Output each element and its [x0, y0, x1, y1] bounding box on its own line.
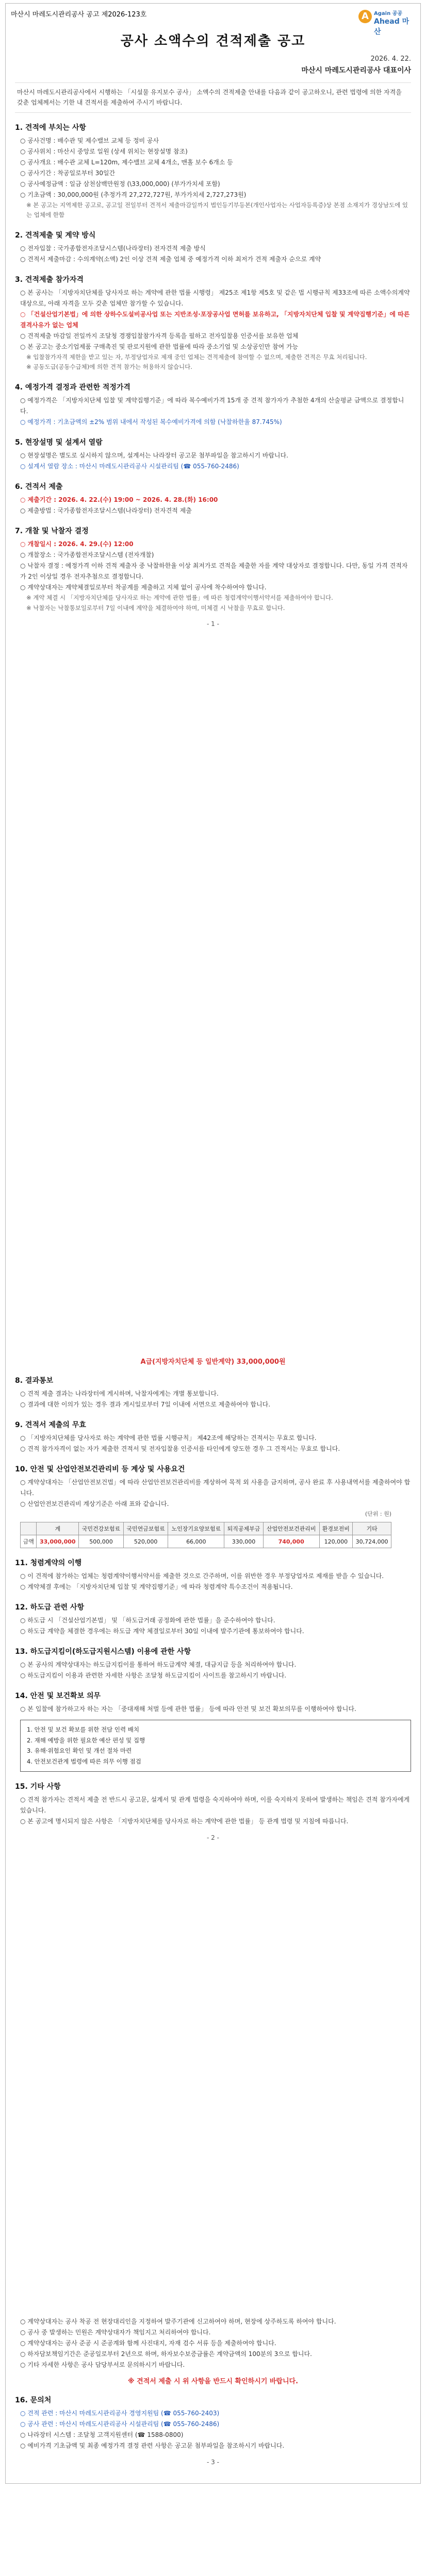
list-item: ○ 산업안전보건관리비 계상기준은 아래 표와 같습니다.: [20, 1500, 169, 1508]
list-item: ○ 기초금액 : 30,000,000원 (추정가격 27,272,727원, 부가가치세 2,727,273원): [20, 191, 247, 198]
logo-mark-icon: A: [358, 10, 372, 23]
list-item: ○ 본 공사는 「지방자치단체를 당사자로 하는 계약에 관한 법률 시행령」 제25조 제1항 제5호 및 같은 법 시행규칙 제33조에 따른 소액수의계약 대상으로, 아래 자격을 모두 갖춘 업체만 참가할 수 있습니다.: [20, 289, 410, 307]
warning-note: ※ 견적서 제출 시 위 사항을 반드시 확인하시기 바랍니다.: [127, 2377, 299, 2385]
section-title: 10. 안전 및 산업안전보건관리비 등 계상 및 사용요건: [15, 1465, 185, 1474]
note: ※ 계약 체결 시 「지방자치단체를 당사자로 하는 계약에 관한 법률」에 따른 청렴계약이행서약서를 제출하여야 합니다.: [26, 594, 333, 601]
table-header: 국민건강보험료: [79, 1522, 124, 1535]
list-item: ○ 개찰장소 : 국가종합전자조달시스템 (전자개찰): [20, 551, 154, 558]
list-item: ○ 현장설명은 별도로 실시하지 않으며, 설계서는 나라장터 공고문 첨부파일을 참고하시기 바랍니다.: [20, 451, 288, 459]
section-2: [15, 230, 411, 265]
note: ※ 입찰참가자격 제한을 받고 있는 자, 부정당업자로 제재 중인 업체는 견적제출에 참여할 수 없으며, 제출한 견적은 무효 처리됩니다.: [26, 353, 367, 361]
contact-item: ○ 견적 관련 : 마산시 마레도시관리공사 경영지원팀 (☎ 055-760-2403): [20, 2409, 220, 2417]
section-title: 3. 견적제출 참가자격: [15, 275, 84, 284]
list-item: ○ 견적 제출 결과는 나라장터에 게시하며, 낙찰자에게는 개별 통보합니다.: [20, 1390, 219, 1398]
table-cell: 520,000: [123, 1535, 168, 1548]
list-item: ○ 견적서 제출마감 : 수의계약(소액) 2인 이상 견적 제출 업체 중 예정가격 이하 최저가 견적 제출자 순으로 계약: [20, 255, 321, 263]
table-header: 기타: [353, 1522, 391, 1535]
note: ※ 본 공고는 지역제한 공고로, 공고일 전일부터 견적서 제출마감일까지 법인등기부등본(개인사업자는 사업자등록증)상 본점 소재지가 경상남도에 있는 업체에 한함: [26, 201, 408, 219]
section-title: 2. 견적제출 및 계약 방식: [15, 231, 96, 240]
list-item: ○ 견적제출 마감일 전일까지 조달청 경쟁입찰참가자격 등록을 필하고 전자입찰용 인증서를 보유한 업체: [20, 332, 299, 340]
list-item: ○ 본 공사의 계약상대자는 하도급지킴이를 통하여 하도급계약 체결, 대금지급 등을 처리하여야 합니다.: [20, 1661, 297, 1669]
section-10: [15, 1464, 411, 1548]
table-cell: 120,000: [319, 1535, 353, 1548]
table-cell: 33,000,000: [37, 1535, 79, 1548]
section-title: 6. 견적서 제출: [15, 482, 63, 491]
page-gap: [15, 630, 411, 1351]
list-item: ○ 계약상대자는 계약체결일로부터 착공계를 제출하고 지체 없이 공사에 착수하여야 합니다.: [20, 583, 267, 591]
section-title: 4. 예정가격 결정과 관련한 적정가격: [15, 383, 130, 392]
page3-content: [15, 2316, 411, 2370]
logo-line2: Ahead 마산: [374, 18, 409, 36]
list-item: ○ 공사기간 : 착공일로부터 30일간: [20, 169, 116, 177]
list-item: ○ 하자담보책임기간은 준공일로부터 2년으로 하며, 하자보수보증금률은 계약금액의 100분의 3으로 합니다.: [20, 2350, 312, 2358]
list-item: ○ 공사건명 : 배수관 및 제수밸브 교체 등 정비 공사: [20, 137, 159, 144]
note: ※ 공동도급(공동수급체)에 의한 견적 참가는 허용하지 않습니다.: [26, 363, 192, 371]
list-item: ○ 전자입찰 : 국가종합전자조달시스템(나라장터) 전자견적 제출 방식: [20, 244, 206, 252]
document-body: [5, 53, 421, 2484]
checklist-item: 1. 안전 및 보건 확보를 위한 전담 인력 배치: [27, 1726, 139, 1734]
list-item: ○ 공사예정금액 : 일금 삼천삼백만원정 (\33,000,000) (부가가치세 포함): [20, 180, 220, 188]
section-title: 16. 문의처: [15, 2396, 52, 2404]
table-row: [21, 1535, 391, 1548]
table-cell: 330,000: [224, 1535, 264, 1548]
announcing-organization: 마산시 마레도시관리공사 대표이사: [301, 66, 411, 75]
page-number: - 1 -: [207, 620, 219, 628]
list-item: ○ 계약상대자는 「산업안전보건법」에 따라 산업안전보건관리비를 계상하여 목적 외 사용을 금지하며, 공사 완료 후 사용내역서를 제출하여야 합니다.: [20, 1479, 411, 1497]
list-item: ○ 설계서 열람 장소 : 마산시 마레도시관리공사 시설관리팀 (☎ 055-760-2486): [20, 462, 239, 470]
document-title: 공사 소액수의 견적제출 공고: [120, 33, 306, 49]
page-gap: [15, 1843, 411, 2307]
list-item: ○ 낙찰자 결정 : 예정가격 이하 견적 제출자 중 낙찰하한율 이상 최저가로 견적을 제출한 자를 계약 대상자로 결정합니다. 다만, 동일 가격 견적자가 2인 이상일 경우 전자추첨으로 결정합니다.: [20, 562, 408, 580]
section-title: 15. 기타 사항: [15, 1782, 61, 1791]
table-header: 환경보전비: [319, 1522, 353, 1535]
table-cell: 740,000: [263, 1535, 319, 1548]
section-11: [15, 1557, 411, 1592]
list-item: ○ 공사 중 발생하는 민원은 계약상대자가 책임지고 처리하여야 합니다.: [20, 2328, 211, 2336]
table-header: 국민연금보험료: [123, 1522, 168, 1535]
table-header: 산업안전보건관리비: [263, 1522, 319, 1535]
list-item: ○ 본 공고는 중소기업제품 구매촉진 및 판로지원에 관한 법률에 따라 중소기업 및 소상공인만 참여 가능: [20, 343, 299, 350]
list-item: ○ 예정가격 : 기초금액의 ±2% 범위 내에서 작성된 복수예비가격에 의함 (낙찰하한율 87.745%): [20, 418, 282, 426]
section-16: [15, 2395, 411, 2451]
section-6: [15, 481, 411, 516]
note: ※ 낙찰자는 낙찰통보일로부터 7일 이내에 계약을 체결하여야 하며, 미체결 시 낙찰을 무효로 합니다.: [26, 604, 285, 612]
table-cell: 500,000: [79, 1535, 124, 1548]
contact-item: ○ 공사 관련 : 마산시 마레도시관리공사 시설관리팀 (☎ 055-760-2486): [20, 2420, 220, 2428]
section-8: [15, 1375, 411, 1410]
section-title: 5. 현장설명 및 설계서 열람: [15, 438, 103, 447]
section-9: [15, 1419, 411, 1454]
intro-paragraph: 마산시 마레도시관리공사에서 시행하는 「시설물 유지보수 공사」 소액수의 견적제출 안내를 다음과 같이 공고하오니, 관련 법령에 의한 자격을 갖춘 업체께서는 기한 내 견적서를 제출하여 주시기 바랍니다.: [15, 82, 411, 113]
section-13: [15, 1646, 411, 1681]
list-item: ○ 계약상대자는 공사 준공 시 준공계와 함께 사진대지, 자재 검수 서류 등을 제출하여야 합니다.: [20, 2339, 276, 2347]
document-header: [5, 3, 421, 53]
page-number: - 2 -: [207, 1834, 219, 1841]
budget-headline: A급(지방자치단체 등 일반계약) 33,000,000원: [140, 1358, 286, 1366]
section-title: 12. 하도급 관련 사항: [15, 1603, 85, 1612]
list-item: ○ 공사개요 : 배수관 교체 L=120m, 제수밸브 교체 4개소, 맨홀 보수 6개소 등: [20, 158, 233, 166]
table-cell: 66,000: [168, 1535, 224, 1548]
logo-line1: Again 공공: [374, 11, 402, 16]
organization-logo: [358, 7, 415, 36]
table-row-label: 금액: [21, 1535, 37, 1548]
contact-item: ○ 예비가격 기초금액 및 최종 예정가격 결정 관련 사항은 공고문 첨부파일을 참조하시기 바랍니다.: [20, 2442, 285, 2449]
list-item: ○ 공사위치 : 마산시 중앙로 일원 (상세 위치는 현장설명 참조): [20, 147, 188, 155]
section-7: [15, 526, 411, 613]
table-header: 계: [37, 1522, 79, 1535]
checklist-item: 4. 안전보건관계 법령에 따른 의무 이행 점검: [27, 1758, 141, 1766]
list-item: ○ 기타 자세한 사항은 공사 담당부서로 문의하시기 바랍니다.: [20, 2361, 185, 2368]
section-4: [15, 382, 411, 428]
safety-cost-table: [20, 1522, 391, 1548]
table-cell: 30,724,000: [353, 1535, 391, 1548]
section-15: [15, 1781, 411, 1827]
section-title: 11. 청렴계약의 이행: [15, 1559, 82, 1568]
list-item: ○ 계약상대자는 공사 착공 전 현장대리인을 지정하여 발주기관에 신고하여야 하며, 현장에 상주하도록 하여야 합니다.: [20, 2317, 336, 2325]
section-3: [15, 274, 411, 372]
list-item: ○ 견적 참가자격이 없는 자가 제출한 견적서 및 전자입찰용 인증서를 타인에게 양도한 경우 그 견적서는 무효로 합니다.: [20, 1445, 340, 1453]
list-item: ○ 계약체결 후에는 「지방자치단체 입찰 및 계약집행기준」에 따라 청렴계약 특수조건이 적용됩니다.: [20, 1583, 293, 1591]
table-header: 노인장기요양보험료: [168, 1522, 224, 1535]
list-item: ○ 하도급 시 「건설산업기본법」 및 「하도급거래 공정화에 관한 법률」을 준수하여야 합니다.: [20, 1617, 275, 1624]
section-title: 7. 개찰 및 낙찰자 결정: [15, 527, 89, 535]
contact-item: ○ 나라장터 시스템 : 조달청 고객지원센터 (☎ 1588-0800): [20, 2431, 184, 2438]
submission-period: ○ 제출기간 : 2026. 4. 22.(수) 19:00 ~ 2026. 4. 28.(화) 16:00: [20, 496, 218, 503]
checklist-item: 2. 재해 예방을 위한 필요한 예산 편성 및 집행: [27, 1736, 145, 1744]
document-number: 마산시 마레도시관리공사 공고 제2026-123호: [11, 11, 147, 19]
section-title: 8. 결과통보: [15, 1377, 54, 1385]
table-header-row: [21, 1522, 391, 1535]
list-item: ○ 「지방자치단체를 당사자로 하는 계약에 관한 법률 시행규칙」 제42조에 해당하는 견적서는 무효로 합니다.: [20, 1434, 317, 1442]
opening-date: ○ 개찰일시 : 2026. 4. 29.(수) 12:00: [20, 540, 134, 548]
list-item: ○ 견적 참가자는 견적서 제출 전 반드시 공고문, 설계서 및 관계 법령을 숙지하여야 하며, 이를 숙지하지 못하여 발생하는 책임은 견적 참가자에게 있습니다.: [20, 1795, 410, 1814]
checklist-item: 3. 유해·위험요인 확인 및 개선 절차 마련: [27, 1747, 132, 1755]
section-title: 1. 견적에 부치는 사항: [15, 123, 86, 132]
section-title: 9. 견적서 제출의 무효: [15, 1421, 86, 1430]
section-title: 13. 하도급지킴이(하도급지원시스템) 이용에 관한 사항: [15, 1648, 191, 1656]
table-header: 퇴직공제부금: [224, 1522, 264, 1535]
list-item: ○ 결과에 대한 이의가 있는 경우 결과 게시일로부터 7일 이내에 서면으로 제출하여야 합니다.: [20, 1401, 271, 1409]
list-item: ○ 이 견적에 참가하는 업체는 청렴계약이행서약서를 제출한 것으로 간주하며, 이를 위반한 경우 부정당업자로 제재를 받을 수 있습니다.: [20, 1572, 384, 1580]
section-12: [15, 1602, 411, 1637]
section-title: 14. 안전 및 보건확보 의무: [15, 1692, 101, 1701]
list-item: ○ 본 입찰에 참가하고자 하는 자는 「중대재해 처벌 등에 관한 법률」 등에 따라 안전 및 보건 확보의무를 이행하여야 합니다.: [20, 1705, 356, 1713]
list-item: ○ 예정가격은 「지방자치단체 입찰 및 계약집행기준」에 따라 복수예비가격 15개 중 견적 참가자가 추첨한 4개의 산술평균 금액으로 결정합니다.: [20, 396, 404, 415]
page-number: - 3 -: [207, 2458, 219, 2466]
list-item: ○ 본 공고에 명시되지 않은 사항은 「지방자치단체를 당사자로 하는 계약에 관한 법률」 등 관계 법령 및 지침에 따릅니다.: [20, 1817, 349, 1825]
list-item-highlight: ○ 「건설산업기본법」에 의한 상하수도설비공사업 또는 지반조성·포장공사업 면허를 보유하고, 「지방자치단체 입찰 및 계약집행기준」에 따른 결격사유가 없는 업체: [20, 310, 410, 329]
section-1: [15, 122, 411, 221]
table-unit: (단위 : 원): [365, 1511, 391, 1518]
list-item: ○ 하도급 계약을 체결한 경우에는 하도급 계약 체결일로부터 30일 이내에 발주기관에 통보하여야 합니다.: [20, 1628, 304, 1635]
section-5: [15, 437, 411, 472]
list-item: ○ 하도급지킴이 이용과 관련한 자세한 사항은 조달청 하도급지킴이 사이트를 참고하시기 바랍니다.: [20, 1672, 287, 1680]
section-14: [15, 1690, 411, 1772]
safety-checklist-box: [20, 1720, 411, 1772]
announcement-date: 2026. 4. 22.: [370, 55, 411, 63]
list-item: ○ 제출방법 : 국가종합전자조달시스템(나라장터) 전자견적 제출: [20, 506, 192, 514]
table-header: [21, 1522, 37, 1535]
